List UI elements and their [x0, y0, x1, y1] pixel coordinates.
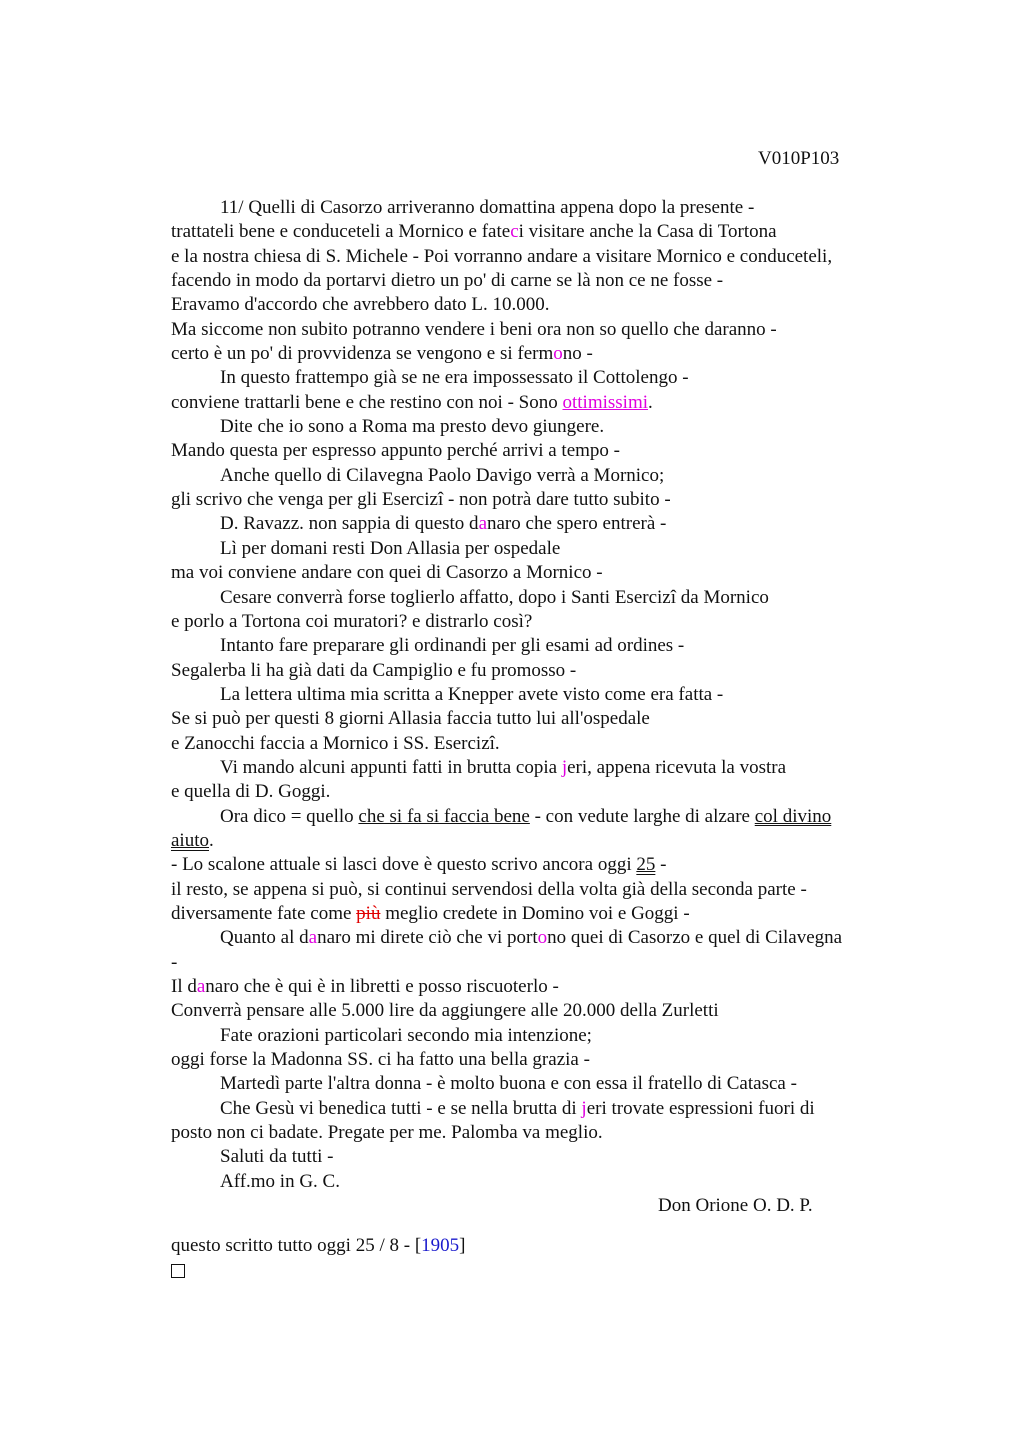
text-line	[171, 318, 911, 342]
text-run: - non potrà dare tutto subito -	[443, 489, 671, 511]
text-run: no quei di Casorzo e quel di Cilavegna	[547, 927, 843, 949]
text-line	[171, 439, 911, 463]
correction-mark: j	[581, 1097, 587, 1119]
text-line	[171, 415, 911, 439]
text-line	[171, 293, 911, 317]
text-line	[171, 512, 911, 536]
text-run: ]	[459, 1235, 466, 1257]
text-run: D. Ravazz. non sappia di questo d	[220, 513, 479, 535]
text-line	[171, 1121, 911, 1145]
text-run: da Mornico	[676, 586, 769, 608]
text-run: diversamente fate come	[171, 902, 357, 924]
text-run: i visitare anche la Casa di Tortona	[518, 221, 777, 243]
struck-word: più	[356, 902, 381, 924]
text-line	[171, 780, 911, 804]
text-run: trattateli bene e conduceteli a Mornico e fate	[171, 221, 511, 243]
text-run: il resto, se appena si può, si continui servendosi della volta già della seconda parte -	[171, 878, 807, 900]
text-line	[171, 342, 911, 366]
text-line	[171, 1072, 911, 1096]
text-run: Segalerba li ha già dati da Campiglio e fu promosso -	[171, 659, 577, 681]
text-line	[171, 245, 911, 269]
text-run: oggi forse la Madonna SS. ci ha fatto una bella grazia -	[171, 1049, 590, 1071]
text-run: - con vedute larghe di alzare	[529, 805, 755, 827]
text-run: - Lo scalone attuale si lasci dove è questo scrivo ancora oggi	[171, 854, 637, 876]
text-run: naro che è qui è in libretti e posso riscuoterlo -	[205, 976, 559, 997]
text-run: Dite che io sono a Roma ma presto devo giungere.	[220, 416, 605, 438]
text-run: Eravamo d'accordo che avrebbero dato L. 10.000.	[171, 294, 550, 316]
double-underlined-text: aiuto	[171, 829, 209, 851]
text-line	[171, 902, 911, 926]
text-line	[171, 659, 911, 683]
text-run: questo scritto tutto oggi 25 / 8 - [	[171, 1235, 422, 1257]
correction-mark: a	[478, 513, 487, 535]
year-link[interactable]: 1905	[421, 1235, 460, 1257]
text-line	[171, 1170, 911, 1194]
text-line	[171, 610, 911, 634]
correction-mark: o	[553, 343, 563, 365]
text-run: Che Gesù vi benedica tutti - e se nella brutta di	[220, 1097, 582, 1119]
text-run: eri, appena ricevuta la vostra	[567, 756, 787, 778]
text-line	[171, 1097, 911, 1121]
text-line	[171, 853, 911, 877]
text-line	[171, 1145, 911, 1169]
text-line	[171, 391, 911, 415]
correction-mark: o	[537, 927, 548, 949]
text-line	[171, 975, 911, 999]
text-run: e porlo a Tortona coi muratori? e distrarlo così?	[171, 610, 533, 632]
postscript-line	[171, 1234, 911, 1258]
text-run: meglio credete in Domino voi e Goggi -	[380, 902, 690, 924]
correction-mark: a	[308, 927, 318, 949]
text-run: Quanto al d	[220, 927, 309, 949]
text-run: conviene trattarli bene e che restino con noi - Sono	[171, 391, 563, 413]
text-run: Ora dico = quello	[220, 805, 359, 827]
text-line	[171, 196, 911, 220]
text-run: naro che spero entrerà -	[487, 513, 667, 535]
signature-line	[171, 1194, 911, 1218]
text-line	[171, 561, 911, 585]
double-underlined-text: col divino	[754, 805, 832, 827]
text-line	[171, 1024, 911, 1048]
highlighted-word: ottimissimi	[562, 391, 649, 413]
text-run: e Zanocchi faccia a Mornico i SS. Esercizi	[171, 732, 495, 754]
text-line	[171, 1048, 911, 1072]
text-run: -	[171, 951, 178, 973]
text-line	[171, 829, 911, 853]
text-run: Anche quello di Cilavegna Paolo Davigo verrà a Mornico;	[220, 464, 665, 486]
text-line	[171, 488, 911, 512]
text-line	[171, 683, 911, 707]
text-run: Se si può per questi 8 giorni Allasia faccia tutto lui all'ospedale	[171, 708, 650, 730]
text-run: Mando questa per espresso appunto perché arrivi a tempo -	[171, 440, 620, 462]
text-line	[171, 926, 911, 950]
text-run: La lettera ultima mia scritta a Knepper avete visto come era fatta -	[220, 683, 724, 705]
text-run: no -	[562, 343, 593, 365]
underlined-text: che si fa si faccia bene	[358, 805, 530, 827]
text-line	[171, 1259, 911, 1283]
text-run: ma voi conviene andare con quei di Casorzo a Mornico -	[171, 562, 603, 584]
page-id: V010P103	[758, 148, 840, 169]
text-line	[171, 999, 911, 1023]
text-run: Martedì parte l'altra donna - è molto buona e con essa il fratello di Catasca -	[220, 1073, 797, 1095]
text-run: Aff.mo in G. C.	[220, 1170, 340, 1192]
text-line	[171, 732, 911, 756]
text-line	[171, 634, 911, 658]
text-run: Intanto fare preparare gli ordinandi per gli esami ad ordines -	[220, 635, 685, 657]
text-run: Cesare converrà forse toglierlo affatto, dopo i Santi Esercizi	[220, 586, 677, 608]
text-run: naro mi direte ciò che vi port	[317, 927, 538, 949]
text-run: Saluti da tutti -	[220, 1146, 334, 1168]
text-line	[171, 951, 911, 975]
spacer	[171, 1218, 911, 1234]
text-run: Fate orazioni particolari secondo mia intenzione;	[220, 1024, 592, 1046]
text-run: Vi mando alcuni appunti fatti in brutta copia	[220, 756, 562, 778]
text-run: posto non ci badate. Pregate per me. Palomba va meglio.	[171, 1122, 603, 1144]
correction-mark: c	[510, 221, 519, 243]
text-run: Converrà pensare alle 5.000 lire da aggiungere alle 20.000 della Zurletti	[171, 1000, 719, 1022]
text-line	[171, 269, 911, 293]
text-run: e quella di D. Goggi.	[171, 781, 331, 803]
text-run: .	[494, 732, 500, 754]
double-underlined-text: 25	[636, 854, 656, 876]
text-run: facendo in modo da portarvi dietro un po' di carne se là non ce ne fosse -	[171, 270, 724, 292]
text-run: .	[209, 829, 214, 851]
text-line	[171, 878, 911, 902]
text-run: .	[648, 391, 653, 413]
text-run: In questo frattempo già se ne era impossessato il Cottolengo -	[220, 367, 689, 389]
signature: Don Orione O. D. P.	[658, 1195, 813, 1217]
text-run: -	[655, 854, 667, 876]
correction-mark: a	[196, 976, 206, 997]
text-line	[171, 464, 911, 488]
text-line	[171, 805, 911, 829]
text-line	[171, 220, 911, 244]
text-line	[171, 366, 911, 390]
text-run: Ma siccome non subito potranno vendere i beni ora non so quello che daranno -	[171, 318, 777, 340]
letter-body	[171, 196, 911, 1283]
text-line	[171, 586, 911, 610]
text-run: Lì per domani resti Don Allasia per ospedale	[220, 537, 561, 559]
text-line	[171, 537, 911, 561]
text-run: e la nostra chiesa di S. Michele - Poi vorranno andare a visitare Mornico e conduceteli,	[171, 245, 833, 267]
text-run: 11/ Quelli di Casorzo arriveranno domattina appena dopo la presente -	[220, 197, 755, 218]
text-line	[171, 756, 911, 780]
text-run: eri trovate espressioni fuori di	[586, 1097, 815, 1119]
text-run: Il d	[171, 976, 197, 997]
empty-box-glyph	[171, 1264, 185, 1278]
text-run: certo è un po' di provvidenza se vengono e si ferm	[171, 343, 554, 365]
text-line	[171, 707, 911, 731]
text-run: gli scrivo che venga per gli Esercizi	[171, 489, 444, 511]
correction-mark: j	[561, 756, 568, 778]
